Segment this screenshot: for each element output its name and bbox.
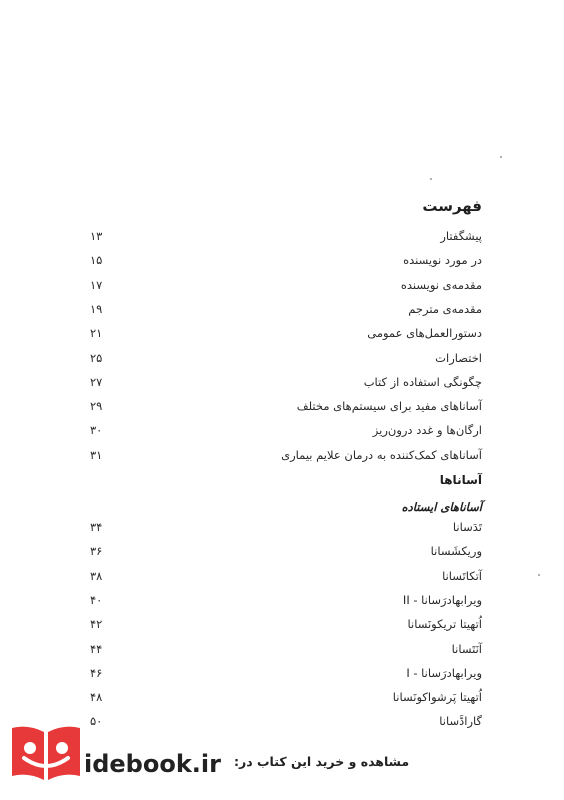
toc-entry-label: ویرابهادرَسانا - I	[406, 665, 482, 680]
toc-entry[interactable]	[0, 642, 564, 664]
toc-entry-page-number: ۳۶	[90, 544, 103, 559]
toc-entry-page-number: ۱۷	[90, 277, 103, 292]
open-book-icon	[6, 722, 86, 784]
toc-entry[interactable]	[0, 617, 564, 639]
toc-entry-label: دستورالعمل‌های عمومی	[367, 326, 482, 341]
toc-entry-label: مقدمه‌ی مترجم	[408, 301, 482, 316]
toc-entry-label: اُتهیتا پَرشواکونَسانا	[392, 690, 482, 705]
toc-entry[interactable]	[0, 544, 564, 566]
toc-entry-label: ویرابهادرَسانا - II	[402, 592, 482, 607]
toc-entry-page-number: ۳۴	[90, 520, 103, 534]
scan-speck	[430, 178, 432, 180]
toc-entry[interactable]	[0, 399, 564, 421]
watermark[interactable]	[6, 722, 410, 784]
toc-entry-page-number: ۴۲	[90, 617, 103, 632]
toc-entry[interactable]	[0, 278, 564, 300]
toc-entry-page-number: ۲۷	[90, 374, 103, 389]
scan-speck	[500, 156, 502, 158]
toc-entry[interactable]	[0, 253, 564, 275]
toc-entry-page-number: ۳۰	[90, 423, 103, 438]
toc-entry[interactable]	[0, 593, 564, 615]
toc-entry[interactable]	[0, 302, 564, 324]
toc-entry-page-number: ۴۴	[90, 641, 103, 656]
toc-entry-page-number: ۲۹	[90, 399, 103, 414]
watermark-text: مشاهده و خرید این کتاب در:	[234, 754, 410, 769]
toc-entry-page-number: ۱۳	[90, 229, 103, 243]
toc-entry[interactable]	[0, 229, 564, 251]
toc-entry-label: در مورد نویسنده	[403, 253, 482, 268]
toc-entry-label: آتکاتَسانا	[442, 568, 482, 583]
toc-entry[interactable]	[0, 666, 564, 688]
toc-entry-label: اُتهیتا تریکونَسانا	[407, 617, 482, 632]
toc-entry-label: آسانا‌های کمک‌کننده به درمان علایم بیماری	[281, 447, 482, 462]
toc-entry-page-number: ۴۸	[90, 690, 103, 705]
toc-entry-label: اختصارات	[435, 350, 482, 365]
toc-entry[interactable]	[0, 326, 564, 348]
toc-entry-page-number: ۱۹	[90, 301, 103, 316]
toc-entry[interactable]	[0, 423, 564, 445]
section-heading: آسانا‌ها	[439, 473, 482, 487]
toc-entry-page-number: ۴۰	[90, 592, 103, 607]
subsection-heading: آسانا‌های ایستاده	[401, 500, 482, 514]
toc-entry-label: وریکشَسانا	[430, 544, 482, 559]
toc-entry-label: گاراڈَسانا	[439, 714, 482, 729]
toc-entry-page-number: ۳۱	[90, 447, 103, 462]
toc-entry-label: چگونگی استفاده از کتاب	[363, 374, 482, 389]
toc-entry-page-number: ۴۶	[90, 665, 103, 680]
toc-entry-label: ارگان‌ها و غدد درون‌ریز	[372, 423, 482, 438]
scan-speck	[538, 574, 540, 576]
toc-entry[interactable]	[0, 569, 564, 591]
toc-entry-label: پیشگفتار	[440, 229, 482, 243]
toc-entry-label: مقدمه‌ی نویسنده	[400, 277, 482, 292]
toc-entry-label: آسانا‌های مفید برای سیستم‌های مختلف	[296, 399, 482, 414]
toc-entry[interactable]	[0, 690, 564, 712]
toc-entry-page-number: ۳۸	[90, 568, 103, 583]
toc-entry-page-number: ۱۵	[90, 253, 103, 268]
toc-entry-page-number: ۲۱	[90, 326, 103, 341]
toc-entry-label: تَدَ‌سانا	[452, 520, 482, 534]
watermark-brand[interactable]: idebook.ir	[84, 750, 221, 778]
toc-entry-label: آنَتَسانا	[451, 641, 482, 656]
toc-entry[interactable]	[0, 448, 564, 470]
toc-entry[interactable]	[0, 351, 564, 373]
toc-entry[interactable]	[0, 375, 564, 397]
toc-title: فهرست	[422, 197, 482, 215]
toc-entry-page-number: ۵۰	[90, 714, 103, 729]
toc-entry[interactable]	[0, 520, 564, 542]
toc-entry-page-number: ۲۵	[90, 350, 103, 365]
